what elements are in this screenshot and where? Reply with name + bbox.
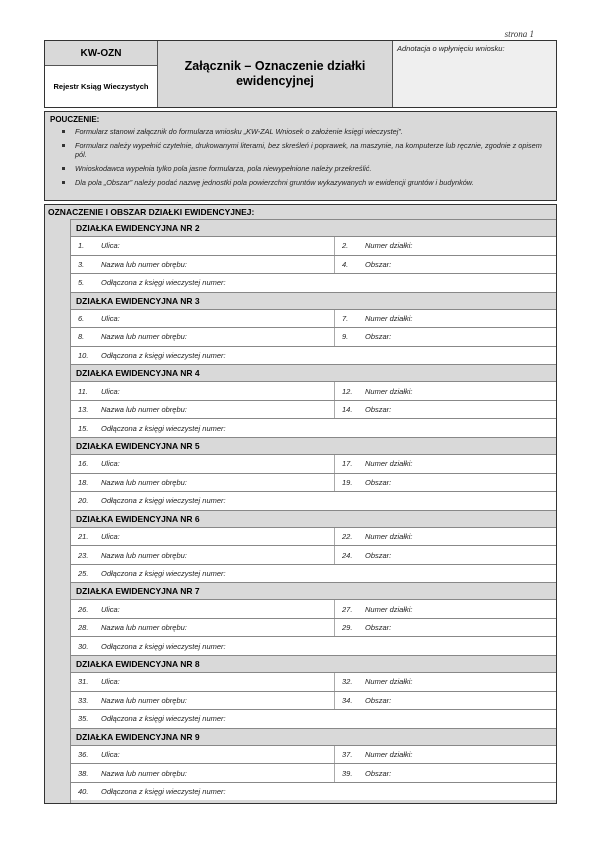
form-row <box>71 273 556 292</box>
field-number: 40. <box>78 787 89 797</box>
form-row <box>71 255 556 274</box>
street-field[interactable] <box>71 528 335 546</box>
annotation-label: Adnotacja o wpłynięciu wniosku: <box>397 44 505 53</box>
field-label: Nazwa lub numer obrębu: <box>101 768 187 778</box>
field-label: Ulica: <box>101 604 120 614</box>
field-label: Obszar: <box>365 768 392 778</box>
form-row <box>71 400 556 419</box>
field-number: 7. <box>342 313 349 323</box>
form-row <box>71 763 556 782</box>
field-number: 37. <box>342 750 353 760</box>
field-number: 2. <box>342 241 349 251</box>
field-label: Numer działki: <box>365 677 413 687</box>
form-row <box>71 636 556 655</box>
area-field[interactable] <box>335 546 556 564</box>
parcel-group <box>71 510 556 583</box>
form-row <box>71 564 556 583</box>
parcel-group-title: DZIAŁKA EWIDENCYJNA NR 4 <box>71 364 556 381</box>
parcel-group <box>71 582 556 655</box>
field-label: Numer działki: <box>365 604 413 614</box>
parcel-number-field[interactable] <box>335 382 556 400</box>
field-label: Nazwa lub numer obrębu: <box>101 259 187 269</box>
field-number: 19. <box>342 477 353 487</box>
field-label: Numer działki: <box>365 459 413 469</box>
field-number: 36. <box>78 750 89 760</box>
instructions-list <box>50 127 551 187</box>
precinct-field[interactable] <box>71 619 335 637</box>
area-field[interactable] <box>335 401 556 419</box>
field-number: 16. <box>78 459 89 469</box>
field-number: 17. <box>342 459 353 469</box>
street-field[interactable] <box>71 455 335 473</box>
field-number: 28. <box>78 623 89 633</box>
field-number: 34. <box>342 695 353 705</box>
parcel-number-field[interactable] <box>335 600 556 618</box>
field-label: Nazwa lub numer obrębu: <box>101 550 187 560</box>
field-label: Obszar: <box>365 477 392 487</box>
field-label: Odłączona z księgi wieczystej numer: <box>101 787 226 797</box>
parcel-group-title: DZIAŁKA EWIDENCYJNA NR 7 <box>71 582 556 599</box>
instruction-item: Formularz należy wypełnić czytelnie, drukowanymi literami, bez skreśleń i poprawek, na maszynie, na komputerze lub ręcznie, zgodnie z opisem pól. <box>50 141 551 159</box>
form-row <box>71 418 556 437</box>
instructions-box <box>44 111 557 201</box>
field-number: 33. <box>78 695 89 705</box>
instruction-item: Dla pola „Obszar” należy podać nazwę jednostki pola powierzchni gruntów wykazywanych w ewidencji gruntów i budynków. <box>50 178 551 187</box>
field-number: 3. <box>78 259 85 269</box>
form-row <box>71 309 556 328</box>
field-number: 30. <box>78 641 89 651</box>
parcel-number-field[interactable] <box>335 310 556 328</box>
page-number: strona 1 <box>504 29 534 39</box>
field-label: Ulica: <box>101 313 120 323</box>
field-number: 23. <box>78 550 89 560</box>
annotation-field[interactable] <box>393 41 556 107</box>
field-label: Ulica: <box>101 750 120 760</box>
form-row <box>71 236 556 255</box>
instructions-title: POUCZENIE: <box>50 115 100 124</box>
field-label: Odłączona z księgi wieczystej numer: <box>101 569 226 578</box>
field-number: 15. <box>78 423 89 433</box>
field-label: Obszar: <box>365 332 392 342</box>
field-number: 22. <box>342 532 353 541</box>
area-field[interactable] <box>335 256 556 274</box>
field-number: 9. <box>342 332 349 342</box>
parcel-group-title: DZIAŁKA EWIDENCYJNA NR 5 <box>71 437 556 454</box>
field-label: Ulica: <box>101 459 120 469</box>
field-label: Obszar: <box>365 259 392 269</box>
area-field[interactable] <box>335 692 556 710</box>
field-number: 31. <box>78 677 89 687</box>
field-number: 13. <box>78 405 89 415</box>
form-row <box>71 527 556 546</box>
field-number: 5. <box>78 278 85 288</box>
precinct-field[interactable] <box>71 692 335 710</box>
precinct-field[interactable] <box>71 546 335 564</box>
parcel-group-title: DZIAŁKA EWIDENCYJNA NR 9 <box>71 728 556 745</box>
form-header <box>44 40 557 108</box>
instruction-item: Wnioskodawca wypełnia tylko pola jasne formularza, pola niewypełnione należy przekreślić. <box>50 164 551 173</box>
area-field[interactable] <box>335 328 556 346</box>
area-field[interactable] <box>335 474 556 492</box>
land-register-number-field[interactable] <box>71 565 556 583</box>
form-row <box>71 691 556 710</box>
parcel-group <box>71 364 556 437</box>
field-number: 24. <box>342 550 353 560</box>
street-field[interactable] <box>71 746 335 764</box>
field-number: 6. <box>78 313 85 323</box>
area-field[interactable] <box>335 764 556 782</box>
field-label: Nazwa lub numer obrębu: <box>101 477 187 487</box>
land-register-number-field[interactable] <box>71 783 556 801</box>
field-number: 21. <box>78 532 89 541</box>
parcel-number-field[interactable] <box>335 746 556 764</box>
form-row <box>71 454 556 473</box>
field-number: 39. <box>342 768 353 778</box>
form-row <box>71 782 556 801</box>
field-number: 38. <box>78 768 89 778</box>
field-label: Ulica: <box>101 386 120 396</box>
field-number: 29. <box>342 623 353 633</box>
land-register-number-field[interactable] <box>71 419 556 437</box>
field-number: 26. <box>78 604 89 614</box>
parcel-number-field[interactable] <box>335 455 556 473</box>
parcel-group-title: DZIAŁKA EWIDENCYJNA NR 6 <box>71 510 556 527</box>
street-field[interactable] <box>71 237 335 255</box>
field-label: Ulica: <box>101 677 120 687</box>
field-label: Obszar: <box>365 405 392 415</box>
precinct-field[interactable] <box>71 474 335 492</box>
field-number: 8. <box>78 332 85 342</box>
precinct-field[interactable] <box>71 401 335 419</box>
parcel-group-title: DZIAŁKA EWIDENCYJNA NR 3 <box>71 292 556 309</box>
street-field[interactable] <box>71 382 335 400</box>
field-label: Odłączona z księgi wieczystej numer: <box>101 496 226 506</box>
precinct-field[interactable] <box>71 764 335 782</box>
field-label: Odłączona z księgi wieczystej numer: <box>101 350 226 360</box>
field-label: Numer działki: <box>365 313 413 323</box>
street-field[interactable] <box>71 673 335 691</box>
precinct-field[interactable] <box>71 256 335 274</box>
form-row <box>71 709 556 728</box>
field-label: Nazwa lub numer obrębu: <box>101 623 187 633</box>
form-row <box>71 545 556 564</box>
parcel-groups <box>70 219 556 803</box>
field-label: Obszar: <box>365 550 392 560</box>
land-register-number-field[interactable] <box>71 492 556 510</box>
parcel-group <box>71 728 556 801</box>
field-label: Odłączona z księgi wieczystej numer: <box>101 641 226 651</box>
field-number: 12. <box>342 386 353 396</box>
section-title: OZNACZENIE I OBSZAR DZIAŁKI EWIDENCYJNEJ: <box>48 207 255 217</box>
field-number: 14. <box>342 405 353 415</box>
field-number: 20. <box>78 496 89 506</box>
street-field[interactable] <box>71 310 335 328</box>
form-title: Załącznik – Oznaczenie działki ewidencyjnej <box>158 41 393 107</box>
field-label: Nazwa lub numer obrębu: <box>101 332 187 342</box>
parcel-group <box>71 655 556 728</box>
land-register-number-field[interactable] <box>71 274 556 292</box>
parcel-section <box>44 204 557 804</box>
parcel-number-field[interactable] <box>335 673 556 691</box>
field-label: Numer działki: <box>365 241 413 251</box>
parcel-group <box>71 219 556 292</box>
form-code: KW-OZN <box>45 41 157 66</box>
form-row <box>71 381 556 400</box>
parcel-group <box>71 437 556 510</box>
registry-name: Rejestr Ksiąg Wieczystych <box>45 66 157 107</box>
field-number: 4. <box>342 259 349 269</box>
field-label: Odłączona z księgi wieczystej numer: <box>101 423 226 433</box>
field-number: 10. <box>78 350 89 360</box>
parcel-group-title: DZIAŁKA EWIDENCYJNA NR 2 <box>71 219 556 236</box>
parcel-number-field[interactable] <box>335 528 556 546</box>
land-register-number-field[interactable] <box>71 710 556 728</box>
field-label: Odłączona z księgi wieczystej numer: <box>101 714 226 724</box>
form-row <box>71 672 556 691</box>
form-row <box>71 745 556 764</box>
parcel-number-field[interactable] <box>335 237 556 255</box>
field-label: Obszar: <box>365 623 392 633</box>
field-number: 18. <box>78 477 89 487</box>
field-label: Nazwa lub numer obrębu: <box>101 695 187 705</box>
form-row <box>71 327 556 346</box>
field-label: Ulica: <box>101 532 120 541</box>
field-number: 27. <box>342 604 353 614</box>
field-label: Numer działki: <box>365 386 413 396</box>
land-register-number-field[interactable] <box>71 347 556 365</box>
instruction-item: Formularz stanowi załącznik do formularza wniosku „KW-ZAL Wniosek o założenie księgi wieczystej”. <box>50 127 551 136</box>
form-row <box>71 599 556 618</box>
form-row <box>71 346 556 365</box>
field-number: 1. <box>78 241 85 251</box>
field-label: Odłączona z księgi wieczystej numer: <box>101 278 226 288</box>
form-row <box>71 618 556 637</box>
land-register-number-field[interactable] <box>71 637 556 655</box>
form-row <box>71 491 556 510</box>
field-number: 32. <box>342 677 353 687</box>
field-number: 35. <box>78 714 89 724</box>
field-label: Nazwa lub numer obrębu: <box>101 405 187 415</box>
parcel-group-title: DZIAŁKA EWIDENCYJNA NR 8 <box>71 655 556 672</box>
area-field[interactable] <box>335 619 556 637</box>
field-label: Numer działki: <box>365 750 413 760</box>
field-number: 25. <box>78 569 89 578</box>
parcel-group <box>71 292 556 365</box>
field-label: Obszar: <box>365 695 392 705</box>
precinct-field[interactable] <box>71 328 335 346</box>
field-label: Numer działki: <box>365 532 413 541</box>
form-row <box>71 473 556 492</box>
form-id-block <box>45 41 158 107</box>
field-label: Ulica: <box>101 241 120 251</box>
street-field[interactable] <box>71 600 335 618</box>
field-number: 11. <box>78 386 88 396</box>
